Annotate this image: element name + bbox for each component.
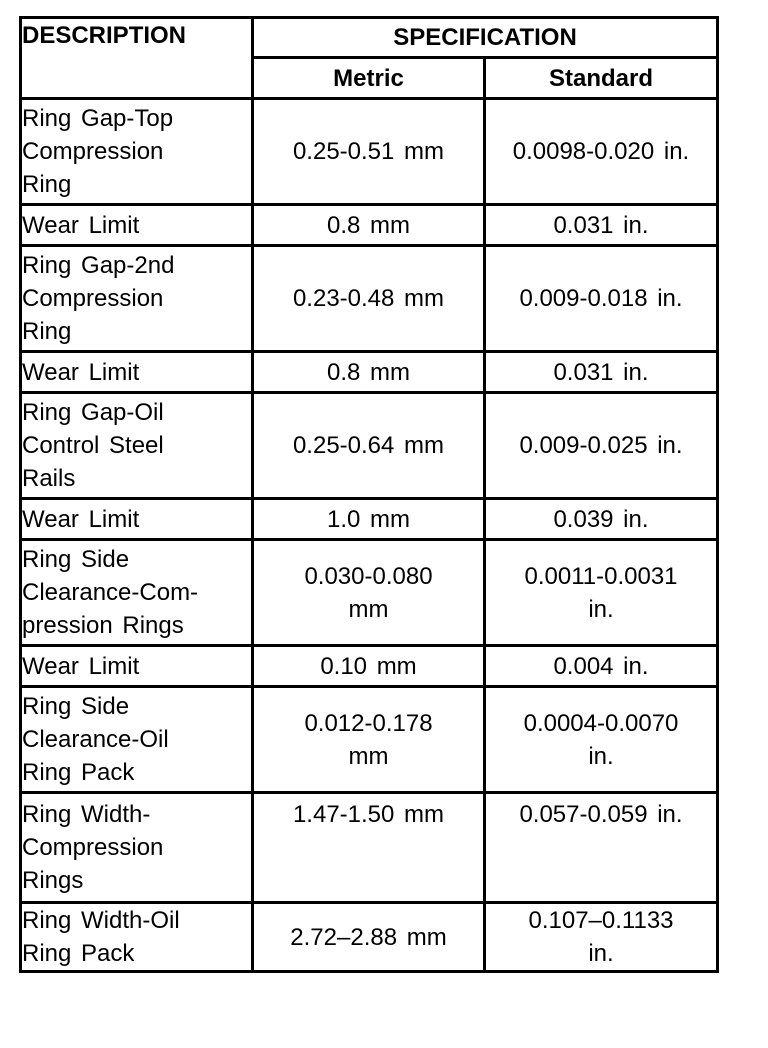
metric-header: Metric bbox=[253, 58, 485, 99]
specification-header: SPECIFICATION bbox=[253, 18, 718, 58]
standard-cell bbox=[485, 687, 718, 793]
standard-text: 0.0004-0.0070 bbox=[523, 709, 679, 737]
metric-text: 0.25-0.64 mm bbox=[292, 432, 445, 459]
standard-cell bbox=[485, 99, 718, 205]
table-row bbox=[21, 352, 718, 393]
standard-cell bbox=[485, 352, 718, 393]
description-text: Ring Gap-Top bbox=[22, 105, 174, 132]
standard-cell bbox=[485, 903, 718, 972]
table-row bbox=[21, 903, 718, 972]
standard-cell bbox=[485, 246, 718, 352]
metric-text: 0.10 mm bbox=[320, 652, 417, 680]
standard-header: Standard bbox=[485, 58, 718, 99]
description-text: Rails bbox=[22, 465, 76, 492]
standard-text: 0.009-0.018 in. bbox=[519, 285, 683, 312]
metric-cell bbox=[253, 499, 485, 540]
metric-text: 0.8 mm bbox=[326, 211, 410, 239]
description-cell bbox=[21, 793, 253, 903]
standard-cell bbox=[485, 205, 718, 246]
metric-cell bbox=[253, 687, 485, 793]
description-text: Ring Width- bbox=[22, 801, 151, 828]
table-row bbox=[21, 205, 718, 246]
metric-text: 0.012-0.178 bbox=[304, 709, 433, 737]
standard-text: 0.009-0.025 in. bbox=[519, 432, 683, 459]
table-row bbox=[21, 246, 718, 352]
table-row bbox=[21, 793, 718, 903]
metric-cell bbox=[253, 793, 485, 903]
standard-text: in. bbox=[588, 742, 614, 770]
metric-cell bbox=[253, 393, 485, 499]
specification-table bbox=[19, 16, 719, 973]
description-cell bbox=[21, 99, 253, 205]
description-cell bbox=[21, 903, 253, 972]
metric-text: 0.23-0.48 mm bbox=[292, 285, 445, 312]
description-text: Clearance-Com- bbox=[22, 579, 199, 606]
description-text: Ring Gap-Oil bbox=[22, 399, 164, 426]
description-cell bbox=[21, 246, 253, 352]
standard-text: 0.057-0.059 in. bbox=[519, 801, 683, 828]
description-text: Control Steel bbox=[22, 432, 164, 459]
metric-text: 0.8 mm bbox=[326, 358, 410, 386]
table-row bbox=[21, 646, 718, 687]
table-body bbox=[21, 99, 718, 972]
metric-text: 2.72–2.88 mm bbox=[290, 923, 447, 951]
description-text: Rings bbox=[22, 867, 84, 894]
description-text: Ring Gap-2nd bbox=[22, 252, 175, 279]
description-cell bbox=[21, 393, 253, 499]
metric-cell bbox=[253, 646, 485, 687]
table-row bbox=[21, 540, 718, 646]
description-text: Wear Limit bbox=[22, 652, 140, 680]
metric-cell bbox=[253, 903, 485, 972]
metric-cell bbox=[253, 246, 485, 352]
description-text: Wear Limit bbox=[22, 505, 140, 533]
standard-text: in. bbox=[588, 940, 614, 967]
metric-cell bbox=[253, 352, 485, 393]
description-cell bbox=[21, 687, 253, 793]
metric-cell bbox=[253, 205, 485, 246]
standard-text: 0.004 in. bbox=[553, 652, 649, 680]
table-row bbox=[21, 499, 718, 540]
description-text: pression Rings bbox=[22, 612, 184, 639]
metric-text: 0.030-0.080 bbox=[304, 562, 433, 590]
standard-cell bbox=[485, 793, 718, 903]
description-text: Ring bbox=[22, 171, 72, 198]
metric-cell bbox=[253, 540, 485, 646]
description-cell bbox=[21, 352, 253, 393]
description-text: Ring bbox=[22, 318, 72, 345]
description-text: Clearance-Oil bbox=[22, 726, 169, 753]
description-cell bbox=[21, 646, 253, 687]
standard-text: 0.107–0.1133 bbox=[528, 907, 674, 934]
metric-cell bbox=[253, 99, 485, 205]
metric-text: 1.0 mm bbox=[326, 505, 410, 533]
table-row bbox=[21, 393, 718, 499]
metric-text: 0.25-0.51 mm bbox=[292, 138, 445, 165]
standard-text: 0.0098-0.020 in. bbox=[512, 138, 690, 165]
description-text: Wear Limit bbox=[22, 211, 140, 239]
description-text: Compression bbox=[22, 138, 164, 165]
description-cell bbox=[21, 205, 253, 246]
standard-cell bbox=[485, 540, 718, 646]
standard-text: 0.031 in. bbox=[553, 211, 649, 239]
standard-cell bbox=[485, 499, 718, 540]
standard-cell bbox=[485, 393, 718, 499]
standard-text: 0.0011-0.0031 bbox=[524, 562, 678, 590]
standard-text: 0.031 in. bbox=[553, 358, 649, 386]
standard-text: in. bbox=[588, 595, 614, 623]
standard-cell bbox=[485, 646, 718, 687]
table-row bbox=[21, 99, 718, 205]
description-text: Ring Pack bbox=[22, 759, 135, 786]
description-text: Ring Pack bbox=[22, 940, 135, 967]
description-text: Compression bbox=[22, 285, 164, 312]
description-text: Ring Side bbox=[22, 546, 130, 573]
description-header: DESCRIPTION bbox=[21, 18, 253, 99]
description-cell bbox=[21, 499, 253, 540]
metric-text: mm bbox=[348, 595, 389, 623]
metric-text: 1.47-1.50 mm bbox=[292, 801, 445, 828]
metric-text: mm bbox=[348, 742, 389, 770]
description-text: Wear Limit bbox=[22, 358, 140, 386]
standard-text: 0.039 in. bbox=[553, 505, 649, 533]
table-row bbox=[21, 687, 718, 793]
description-text: Compression bbox=[22, 834, 164, 861]
description-text: Ring Side bbox=[22, 693, 130, 720]
description-text: Ring Width-Oil bbox=[22, 907, 180, 934]
description-cell bbox=[21, 540, 253, 646]
